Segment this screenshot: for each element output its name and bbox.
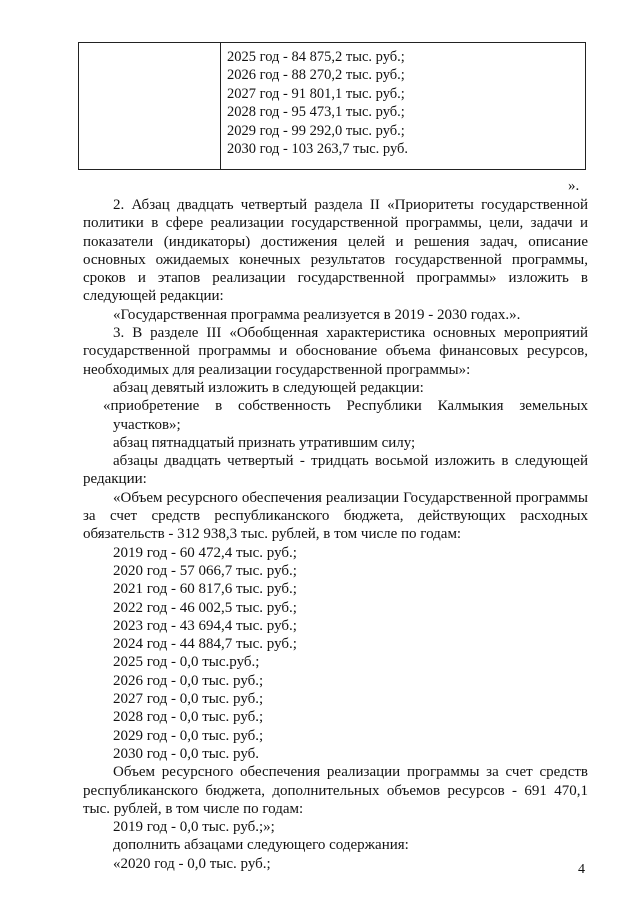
acquisition-line-2: участков»; <box>113 416 181 433</box>
funding-table-fragment <box>78 42 586 170</box>
paragraphs-24-38-instruction: абзацы двадцать четвертый - тридцать восьмой изложить в следующей редакции: <box>83 453 588 488</box>
resource-volume-paragraph: «Объем ресурсного обеспечения реализации Государственной программы за счет средств республиканского бюджета, действующих расходных обязательств - 312 938,3 тыс. рублей, в том числе по годам: <box>83 489 588 543</box>
acquisition-line-1: «приобретение в собственность Республики Калмыкия земельных <box>103 398 588 415</box>
year-line: 2019 год - 60 472,4 тыс. руб.; <box>113 544 297 561</box>
item-2-quote: «Государственная программа реализуется в 2019 - 2030 годах.». <box>113 306 521 323</box>
year-2019-additional: 2019 год - 0,0 тыс. руб.;»; <box>113 819 275 836</box>
item-2-paragraph: 2. Абзац двадцать четвертый раздела II «Приоритеты государственной политики в сфере реализации государственной программы, цели, задачи и показатели (индикаторы) достижения целей и решения задач, описание основных ожидаемых конечных результатов государственной программы, сроков и этапов реализации государственной программы» изложить в следующей редакции: <box>83 197 588 305</box>
table-year-line: 2026 год - 88 270,2 тыс. руб.; <box>227 67 405 84</box>
document-body <box>83 196 588 873</box>
table-years-cell <box>227 48 577 158</box>
item-3-paragraph: 3. В разделе III «Обобщенная характеристика основных мероприятий государственной программы и обоснование объема финансовых ресурсов, необходимых для реализации государственной программы»: <box>83 325 588 378</box>
table-year-line: 2030 год - 103 263,7 тыс. руб. <box>227 141 409 158</box>
paragraph-15-instruction: абзац пятнадцатый признать утратившим силу; <box>113 434 416 451</box>
year-line: 2020 год - 57 066,7 тыс. руб.; <box>113 562 297 579</box>
additional-resources-paragraph: Объем ресурсного обеспечения реализации программы за счет средств республиканского бюджета, дополнительных объемов ресурсов - 691 470,1 тыс. рублей, в том числе по годам: <box>83 764 588 817</box>
closing-quote: ». <box>568 178 580 194</box>
supplement-instruction: дополнить абзацами следующего содержания: <box>113 837 409 854</box>
year-line: 2029 год - 0,0 тыс. руб.; <box>113 727 264 744</box>
table-year-line: 2027 год - 91 801,1 тыс. руб.; <box>227 85 405 102</box>
paragraph-9-instruction: абзац девятый изложить в следующей редакции: <box>113 379 424 396</box>
table-year-line: 2028 год - 95 473,1 тыс. руб.; <box>227 104 405 121</box>
table-year-line: 2025 год - 84 875,2 тыс. руб.; <box>227 49 405 65</box>
year-line: 2027 год - 0,0 тыс. руб.; <box>113 691 264 708</box>
table-year-line: 2029 год - 99 292,0 тыс. руб.; <box>227 122 405 139</box>
year-line: 2030 год - 0,0 тыс. руб. <box>113 745 260 762</box>
year-line: 2025 год - 0,0 тыс.руб.; <box>113 654 260 671</box>
year-line: 2026 год - 0,0 тыс. руб.; <box>113 672 264 689</box>
year-line: 2023 год - 43 694,4 тыс. руб.; <box>113 617 297 634</box>
year-line: 2028 год - 0,0 тыс. руб.; <box>113 709 264 726</box>
year-2020-new: «2020 год - 0,0 тыс. руб.; <box>113 855 271 872</box>
year-line: 2024 год - 44 884,7 тыс. руб.; <box>113 636 297 653</box>
table-top-border <box>78 42 586 43</box>
page-number: 4 <box>578 862 585 877</box>
table-column-divider <box>220 42 221 169</box>
year-line: 2022 год - 46 002,5 тыс. руб.; <box>113 599 297 616</box>
year-line: 2021 год - 60 817,6 тыс. руб.; <box>113 581 297 598</box>
years-list <box>83 544 588 764</box>
